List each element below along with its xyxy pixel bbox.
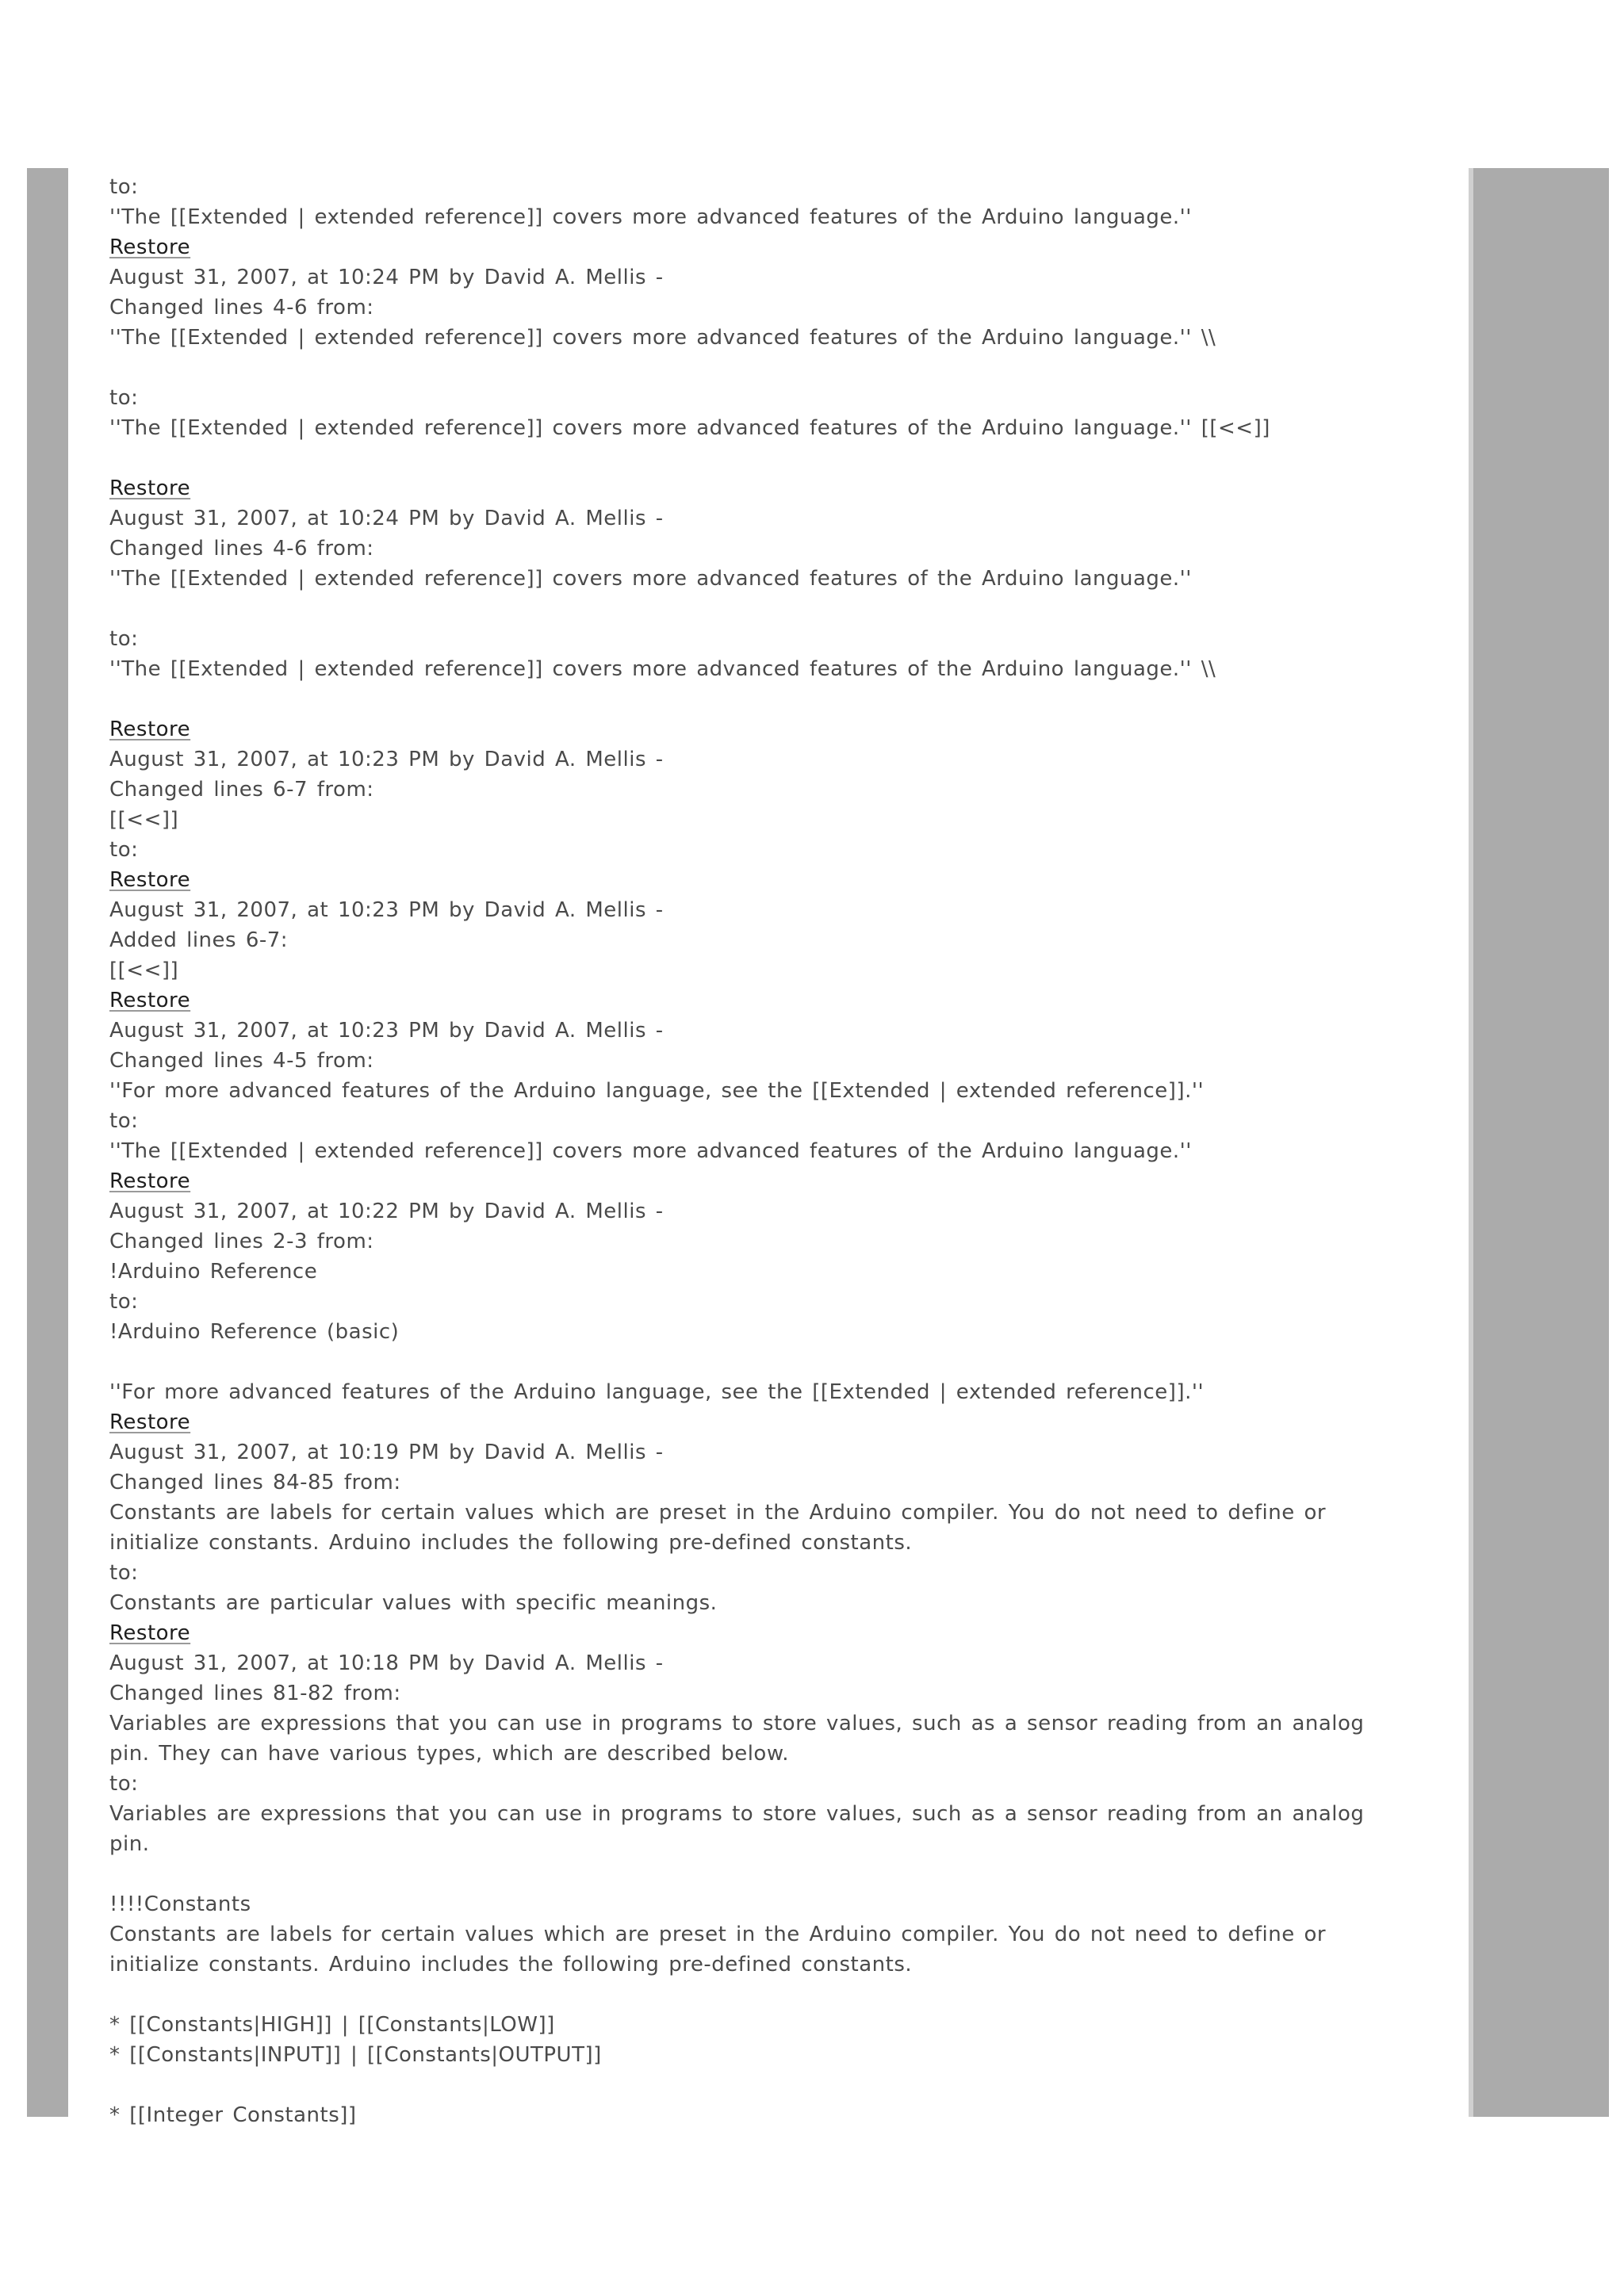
text-line: ''The [[Extended | extended reference]] covers more advanced features of the Arduino language.'' \\	[109, 326, 1216, 350]
text-line: ''The [[Extended | extended reference]] covers more advanced features of the Arduino language.'' [[<<]]	[109, 416, 1270, 440]
text-line: Constants are labels for certain values which are preset in the Arduino compiler. You do not need to define or initialize constants. Arduino includes the following pre-defined constants.	[109, 1501, 1335, 1555]
restore-link[interactable]: Restore	[109, 718, 191, 741]
page-history-content	[109, 172, 1402, 2130]
text-line: to:	[109, 175, 139, 199]
text-line: to:	[109, 386, 139, 410]
text-line: to:	[109, 1290, 139, 1314]
blank-line	[109, 684, 1402, 714]
history-entry	[109, 473, 1402, 503]
text-line: ''For more advanced features of the Arduino language, see the [[Extended | extended reference]].''	[109, 1079, 1205, 1103]
blank-line	[109, 1980, 1402, 2010]
text-line: to:	[109, 627, 139, 651]
text-line: !!!!Constants	[109, 1892, 251, 1916]
text-line: August 31, 2007, at 10:23 PM by David A. Mellis -	[109, 1019, 664, 1043]
restore-link[interactable]: Restore	[109, 868, 191, 892]
blank-line	[109, 594, 1402, 624]
text-line: August 31, 2007, at 10:24 PM by David A. Mellis -	[109, 507, 664, 530]
text-line: Variables are expressions that you can use in programs to store values, such as a sensor reading from an analog pin.	[109, 1802, 1374, 1856]
text-line: August 31, 2007, at 10:24 PM by David A. Mellis -	[109, 266, 664, 289]
text-line: August 31, 2007, at 10:23 PM by David A. Mellis -	[109, 748, 664, 771]
text-line: ''The [[Extended | extended reference]] covers more advanced features of the Arduino language.''	[109, 1139, 1192, 1163]
blank-line	[109, 2070, 1402, 2100]
text-line: !Arduino Reference	[109, 1260, 318, 1284]
text-line: Constants are labels for certain values which are preset in the Arduino compiler. You do not need to define or initialize constants. Arduino includes the following pre-defined constants.	[109, 1923, 1335, 1976]
blank-line	[109, 1859, 1402, 1889]
restore-link[interactable]: Restore	[109, 1410, 191, 1434]
text-line: to:	[109, 1561, 139, 1585]
blank-line	[109, 353, 1402, 383]
text-line: Added lines 6-7:	[109, 928, 289, 952]
text-line: August 31, 2007, at 10:23 PM by David A. Mellis -	[109, 898, 664, 922]
history-entry	[109, 985, 1402, 1016]
history-entry	[109, 865, 1402, 895]
text-line: Changed lines 4-6 from:	[109, 537, 374, 561]
text-line: to:	[109, 1772, 139, 1796]
history-entry	[109, 232, 1402, 262]
right-sidebar-bar	[1473, 168, 1609, 2117]
blank-line	[109, 443, 1402, 473]
text-line: ''The [[Extended | extended reference]] covers more advanced features of the Arduino language.'' \\	[109, 657, 1216, 681]
text-line: ''For more advanced features of the Arduino language, see the [[Extended | extended reference]].''	[109, 1380, 1205, 1404]
text-line: to:	[109, 1109, 139, 1133]
restore-link[interactable]: Restore	[109, 989, 191, 1012]
text-line: !Arduino Reference (basic)	[109, 1320, 400, 1344]
text-line: * [[Constants|INPUT]] | [[Constants|OUTPUT]]	[109, 2043, 602, 2067]
text-line: [[<<]]	[109, 808, 179, 832]
text-line: * [[Integer Constants]]	[109, 2103, 357, 2127]
text-line: Variables are expressions that you can use in programs to store values, such as a sensor reading from an analog pin. They can have various types, which are described below.	[109, 1712, 1374, 1766]
text-line: [[<<]]	[109, 959, 179, 982]
text-line: Changed lines 4-5 from:	[109, 1049, 374, 1073]
history-entry	[109, 1407, 1402, 1437]
restore-link[interactable]: Restore	[109, 1169, 191, 1193]
text-line: Changed lines 2-3 from:	[109, 1230, 374, 1253]
text-line: August 31, 2007, at 10:22 PM by David A. Mellis -	[109, 1200, 664, 1223]
history-entry	[109, 1618, 1402, 1648]
text-line: to:	[109, 838, 139, 862]
restore-link[interactable]: Restore	[109, 1621, 191, 1645]
text-line: Changed lines 6-7 from:	[109, 778, 374, 802]
text-line: August 31, 2007, at 10:19 PM by David A. Mellis -	[109, 1441, 664, 1464]
text-line: ''The [[Extended | extended reference]] covers more advanced features of the Arduino language.''	[109, 205, 1192, 229]
text-line: August 31, 2007, at 10:18 PM by David A. Mellis -	[109, 1651, 664, 1675]
text-line: ''The [[Extended | extended reference]] covers more advanced features of the Arduino language.''	[109, 567, 1192, 591]
text-line: Changed lines 84-85 from:	[109, 1471, 401, 1494]
left-sidebar-bar	[27, 168, 68, 2117]
history-entry	[109, 1166, 1402, 1196]
text-line: Constants are particular values with specific meanings.	[109, 1591, 718, 1615]
text-line: * [[Constants|HIGH]] | [[Constants|LOW]]	[109, 2013, 555, 2037]
text-line: Changed lines 4-6 from:	[109, 296, 374, 320]
restore-link[interactable]: Restore	[109, 235, 191, 259]
restore-link[interactable]: Restore	[109, 476, 191, 500]
history-entry	[109, 714, 1402, 744]
text-line: Changed lines 81-82 from:	[109, 1682, 401, 1705]
blank-line	[109, 1347, 1402, 1377]
